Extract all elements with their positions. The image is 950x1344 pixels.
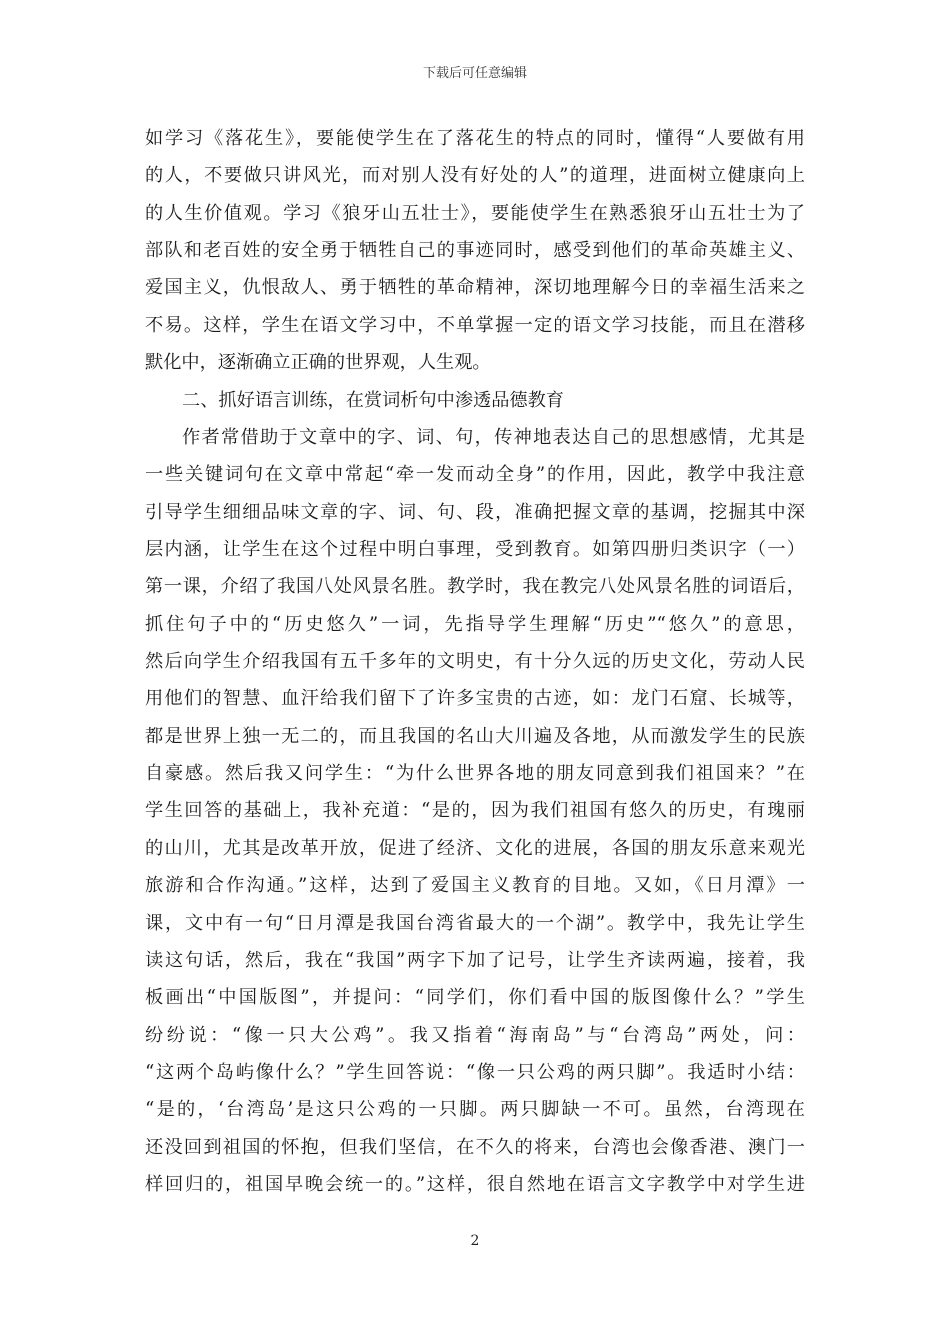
text-line: 的人生价值观。学习《狼牙山五壮士》，要能使学生在熟悉狼牙山五壮士为了 [145, 202, 805, 224]
text-line: 不易。这样，学生在语文学习中，不单掌握一定的语文学习技能，而且在潜移 [145, 314, 805, 336]
text-line: 课，文中有一句“日月潭是我国台湾省最大的一个湖”。教学中，我先让学生 [145, 912, 805, 934]
text-line: 都是世界上独一无二的，而且我国的名山大川遍及各地，从而激发学生的民族 [145, 725, 805, 747]
text-line: 一些关键词句在文章中常起“牵一发而动全身”的作用，因此，教学中我注意 [145, 464, 805, 486]
text-line: 爱国主义，仇恨敌人、勇于牺牲的革命精神，深切地理解今日的幸福生活来之 [145, 277, 805, 299]
text-line: 如学习《落花生》，要能使学生在了落花生的特点的同时，懂得“人要做有用 [145, 128, 805, 149]
document-body [145, 120, 805, 1203]
text-line: 引导学生细细品味文章的字、词、句、段，准确把握文章的基调，挖掘其中深 [145, 501, 805, 523]
text-line: 读这句话，然后，我在“我国”两字下加了记号，让学生齐读两遍，接着，我 [145, 949, 805, 971]
text-line: 的人，不要做只讲风光，而对别人没有好处的人”的道理，进面树立健康向上 [145, 165, 805, 187]
text-line: 部队和老百姓的安全勇于牺牲自己的事迹同时，感受到他们的革命英雄主义、 [145, 240, 805, 262]
page-number: 2 [470, 1233, 480, 1249]
text-line: 抓住句子中的“历史悠久”一词，先指导学生理解“历史”“悠久”的意思， [145, 613, 805, 635]
text-line: 第一课，介绍了我国八处风景名胜。教学时，我在教完八处风景名胜的词语后， [145, 576, 805, 598]
text-line: 样回归的，祖国早晚会统一的。”这样，很自然地在语言文字教学中对学生进 [145, 1174, 805, 1196]
text-line: 作者常借助于文章中的字、词、句，传神地表达自己的思想感情，尤其是 [182, 426, 805, 448]
page-header: 下载后可任意编辑 [422, 66, 527, 81]
text-line: 学生回答的基础上，我补充道：“是的，因为我们祖国有悠久的历史，有瑰丽 [145, 800, 805, 822]
section-heading: 二、抓好语言训练，在赏词析句中渗透品德教育 [182, 389, 564, 411]
text-line: 默化中，逐渐确立正确的世界观，人生观。 [145, 352, 491, 374]
text-line: 然后向学生介绍我国有五千多年的文明史，有十分久远的历史文化，劳动人民 [145, 651, 805, 673]
text-line: 用他们的智慧、血汗给我们留下了许多宝贵的古迹，如：龙门石窟、长城等， [145, 688, 805, 710]
text-line: 纷纷说：“像一只大公鸡”。我又指着“海南岛”与“台湾岛”两处，问： [145, 1024, 805, 1046]
text-line: 旅游和合作沟通。”这样，达到了爱国主义教育的目地。又如，《日月潭》一 [145, 875, 805, 897]
text-line: 还没回到祖国的怀抱，但我们坚信，在不久的将来，台湾也会像香港、澳门一 [145, 1136, 805, 1158]
text-line: “这两个岛屿像什么？”学生回答说：“像一只公鸡的两只脚”。我适时小结： [145, 1061, 805, 1083]
text-line: 层内涵，让学生在这个过程中明白事理，受到教育。如第四册归类识字（一） [145, 538, 805, 560]
text-line: 的山川，尤其是改革开放，促进了经济、文化的进展，各国的朋友乐意来观光 [145, 837, 805, 859]
text-line: “是的，‘台湾岛’是这只公鸡的一只脚。两只脚缺一不可。虽然，台湾现在 [145, 1099, 805, 1121]
text-line: 自豪感。然后我又问学生：“为什么世界各地的朋友同意到我们祖国来？”在 [145, 763, 805, 785]
text-line: 板画出“中国版图”，并提问：“同学们，你们看中国的版图像什么？”学生 [145, 987, 805, 1009]
